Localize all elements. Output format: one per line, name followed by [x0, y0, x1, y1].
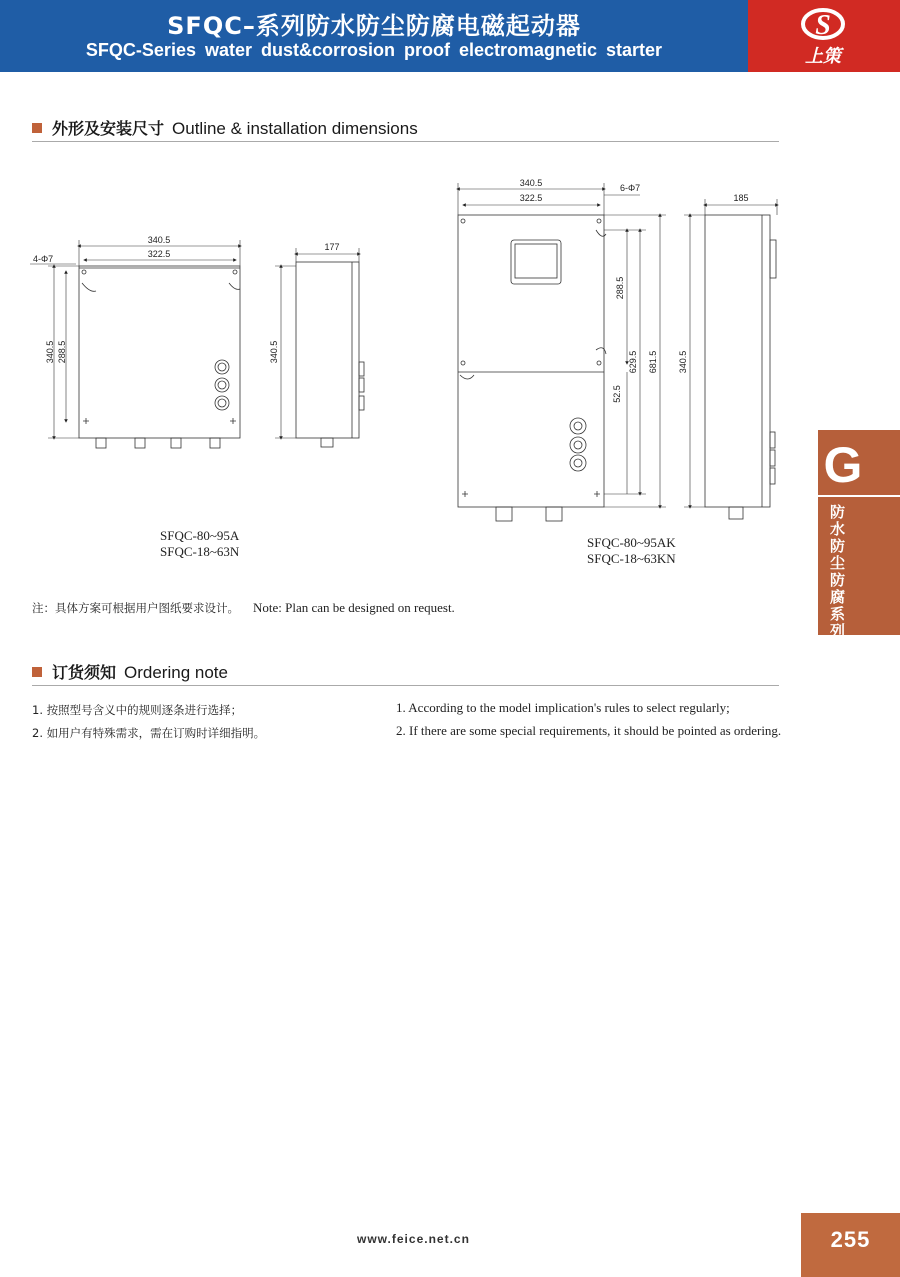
- section-outline-title-cn: 外形及安装尺寸: [52, 119, 165, 138]
- page-title-en: SFQC-Series water dust&corrosion proof electromagnetic starter: [85, 40, 663, 60]
- side-tab-divider: [818, 495, 900, 497]
- right-dim-upper: 288.5: [615, 276, 625, 300]
- design-note-cn: 注：具体方案可根据用户图纸要求设计。: [32, 601, 239, 615]
- series-name: 防水防尘防腐系列: [830, 503, 846, 640]
- right-dim-total: 681.5: [648, 350, 658, 374]
- left-caption-line1: SFQC-80~95A: [160, 528, 240, 543]
- left-dim-height: 340.5: [45, 340, 55, 364]
- left-front-view: [79, 266, 240, 448]
- left-side-dimensions: [275, 248, 359, 438]
- right-dim-mount-width: 322.5: [519, 193, 543, 203]
- bullet-square-icon: [32, 667, 42, 677]
- left-caption-line2: SFQC-18~63N: [160, 544, 240, 559]
- dimension-drawings: [0, 0, 900, 560]
- left-front-dimensions: [30, 240, 240, 438]
- left-side-dim-depth: 177: [324, 242, 340, 252]
- right-front-view: [458, 215, 606, 521]
- right-caption-line2: SFQC-18~63KN: [587, 551, 676, 566]
- series-letter: G: [823, 437, 863, 493]
- left-side-dim-height: 340.5: [269, 340, 279, 364]
- right-side-dimensions: [684, 199, 777, 507]
- page-number-box: [801, 1213, 900, 1277]
- footer-website: www.feice.net.cn: [357, 1232, 470, 1246]
- ordering-item-en-2: 2. If there are some special requirements, it should be pointed as ordering.: [396, 723, 782, 738]
- section-outline-title-en: Outline & installation dimensions: [172, 119, 418, 138]
- right-caption: [587, 535, 676, 567]
- left-dim-mount-width: 322.5: [147, 249, 171, 259]
- page-number: 255: [830, 1227, 871, 1252]
- section-ordering-title-cn: 订货须知: [52, 663, 117, 682]
- page-title-cn: SFQC–系列防水防尘防腐电磁起动器: [167, 12, 581, 40]
- left-dim-overall-width: 340.5: [147, 235, 171, 245]
- right-side-dim-depth: 185: [733, 193, 749, 203]
- right-side-view: [705, 215, 776, 519]
- left-dim-holes: 4-Φ7: [33, 254, 54, 264]
- design-note: [32, 600, 455, 616]
- section-ordering-heading: [32, 660, 228, 683]
- right-side-dim-height: 340.5: [678, 350, 688, 374]
- right-dim-mid: 629.5: [628, 350, 638, 374]
- left-side-view: [296, 262, 364, 447]
- right-dim-holes: 6-Φ7: [620, 183, 641, 193]
- svg-text:S: S: [815, 10, 831, 41]
- left-dim-mount-height: 288.5: [57, 340, 67, 364]
- section-divider: [32, 685, 779, 686]
- section-ordering-title-en: Ordering note: [124, 663, 228, 682]
- ordering-item-cn-2: 2. 如用户有特殊需求，需在订购时详细指明。: [32, 726, 266, 740]
- left-caption: [160, 528, 239, 560]
- right-dim-overall-width: 340.5: [519, 178, 543, 188]
- ordering-item-cn-1: 1. 按照型号含义中的规则逐条进行选择；: [32, 703, 243, 717]
- right-caption-line1: SFQC-80~95AK: [587, 535, 676, 550]
- series-side-tab: [818, 430, 900, 640]
- ordering-item-en-1: 1. According to the model implication's rules to select regularly;: [396, 700, 730, 715]
- svg-text:上策: 上策: [805, 46, 841, 66]
- right-front-dimensions: [458, 183, 666, 507]
- design-note-en: Note: Plan can be designed on request.: [253, 600, 455, 615]
- right-dim-lower: 52.5: [612, 385, 622, 403]
